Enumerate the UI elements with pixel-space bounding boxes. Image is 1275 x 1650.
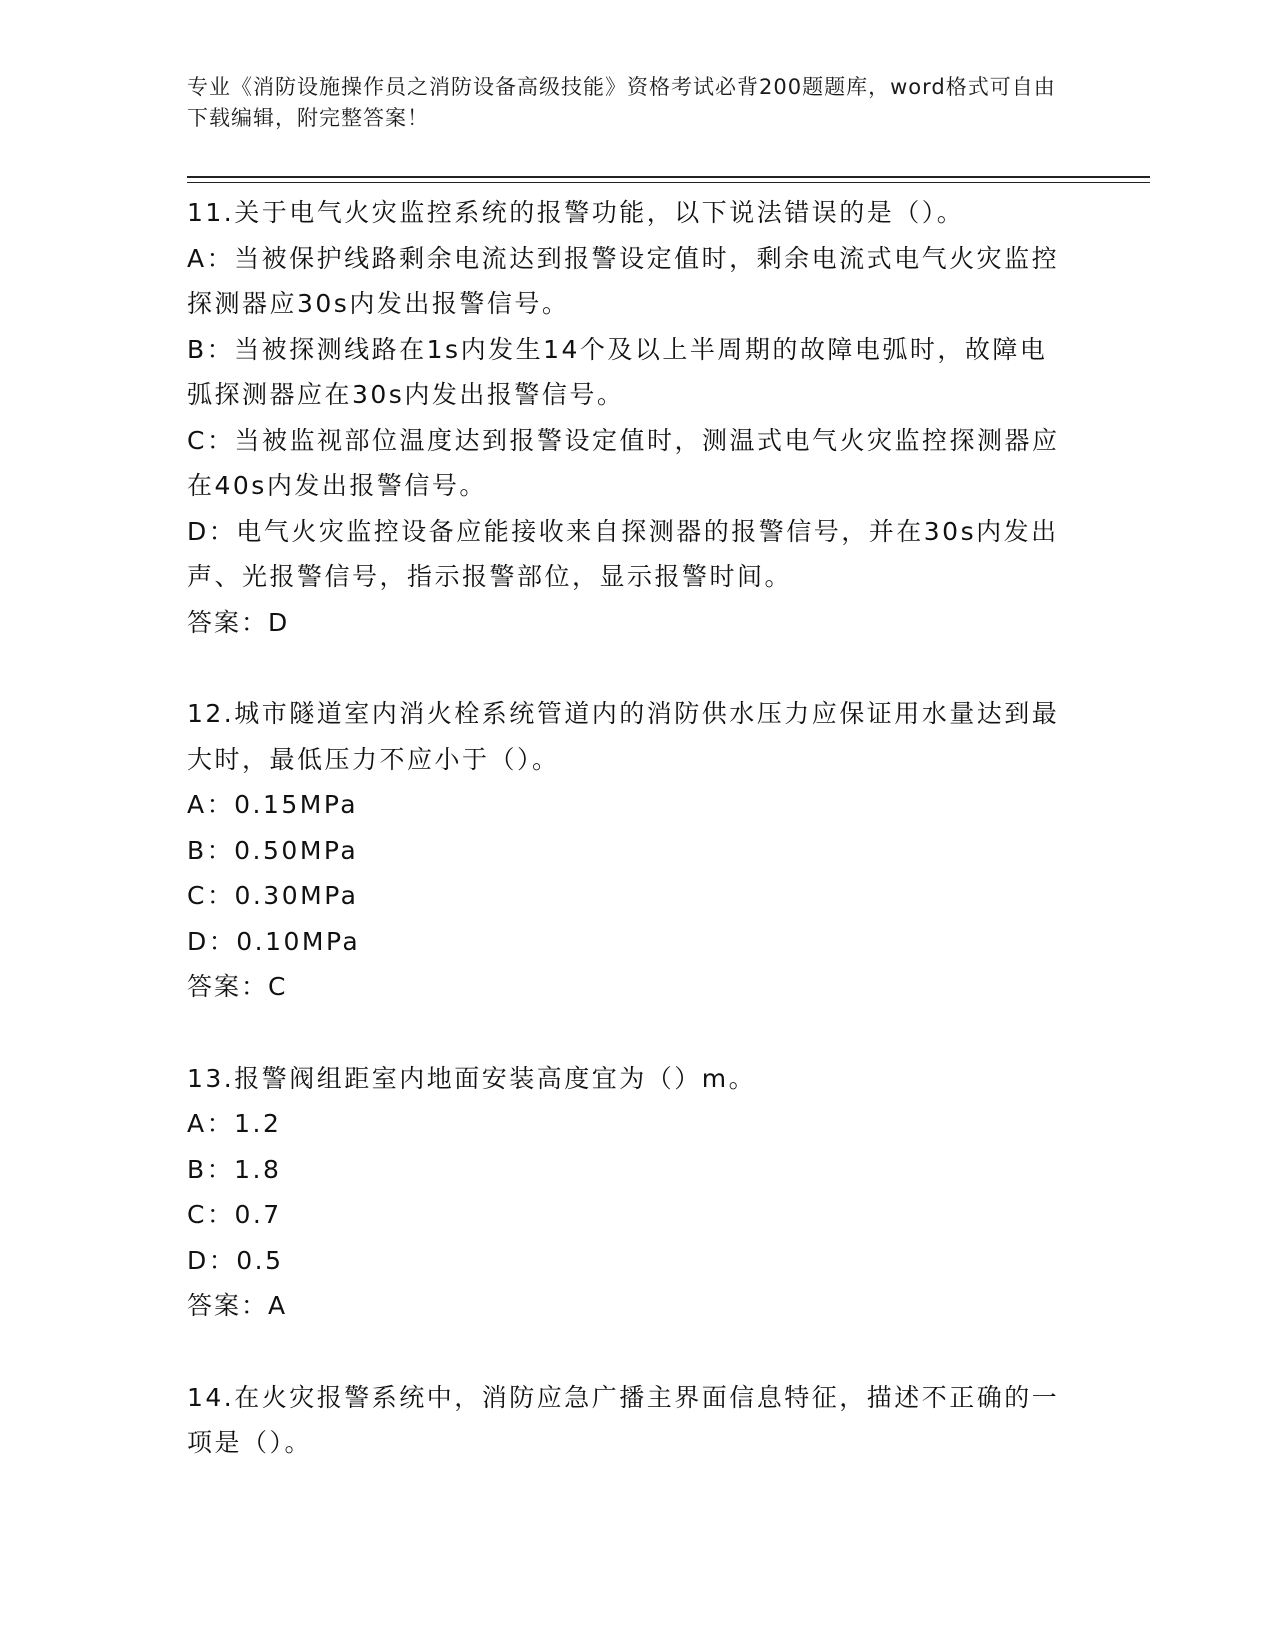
answer-label: 答案： (187, 972, 269, 1001)
question-13 (187, 1056, 1067, 1329)
question-list (187, 190, 1067, 1466)
answer-value: D (268, 607, 290, 637)
option-c: C：0.30MPa (187, 881, 359, 910)
header-title: 专业《消防设施操作员之消防设备高级技能》资格考试必背200题题库，word格式可自由下载编辑，附完整答案！ (187, 75, 1056, 130)
answer-value: A (268, 1291, 288, 1320)
header-divider-thin (187, 182, 1150, 183)
answer-line (187, 600, 1067, 646)
option-d: D：0.10MPa (187, 926, 361, 956)
header-divider-thick (187, 176, 1150, 178)
document-header (187, 72, 1067, 134)
option-b: B：1.8 (187, 1154, 282, 1184)
option-d: D：0.5 (187, 1245, 284, 1275)
option-c: C：当被监视部位温度达到报警设定值时，测温式电气火灾监控探测器应在40s内发出报警信号。 (187, 425, 1060, 500)
answer-label: 答案： (187, 607, 269, 637)
option-b: B：0.50MPa (187, 835, 359, 865)
option-c: C：0.7 (187, 1200, 282, 1229)
question-stem: 12.城市隧道室内消火栓系统管道内的消防供水压力应保证用水量达到最大时，最低压力不应小于（）。 (187, 699, 1060, 774)
answer-line (187, 964, 1067, 1010)
question-spacer (187, 645, 1067, 691)
question-stem: 13.报警阀组距室内地面安装高度宜为（）m。 (187, 1063, 757, 1093)
answer-value: C (268, 972, 288, 1001)
question-12 (187, 691, 1067, 1010)
option-a: A：当被保护线路剩余电流达到报警设定值时，剩余电流式电气火灾监控探测器应30s内发出报警信号。 (187, 243, 1060, 318)
question-stem: 11.关于电气火灾监控系统的报警功能，以下说法错误的是（）。 (187, 198, 965, 227)
question-spacer (187, 1329, 1067, 1375)
option-b: B：当被探测线路在1s内发生14个及以上半周期的故障电弧时，故障电弧探测器应在30s内发出报警信号。 (187, 334, 1048, 409)
option-d: D：电气火灾监控设备应能接收来自探测器的报警信号，并在30s内发出声、光报警信号，指示报警部位，显示报警时间。 (187, 516, 1059, 591)
option-a: A：0.15MPa (187, 790, 359, 819)
question-11 (187, 190, 1067, 645)
question-stem: 14.在火灾报警系统中，消防应急广播主界面信息特征，描述不正确的一项是（）。 (187, 1382, 1060, 1457)
answer-label: 答案： (187, 1291, 269, 1320)
question-14 (187, 1375, 1067, 1466)
question-spacer (187, 1010, 1067, 1056)
option-a: A：1.2 (187, 1109, 282, 1138)
answer-line (187, 1283, 1067, 1329)
